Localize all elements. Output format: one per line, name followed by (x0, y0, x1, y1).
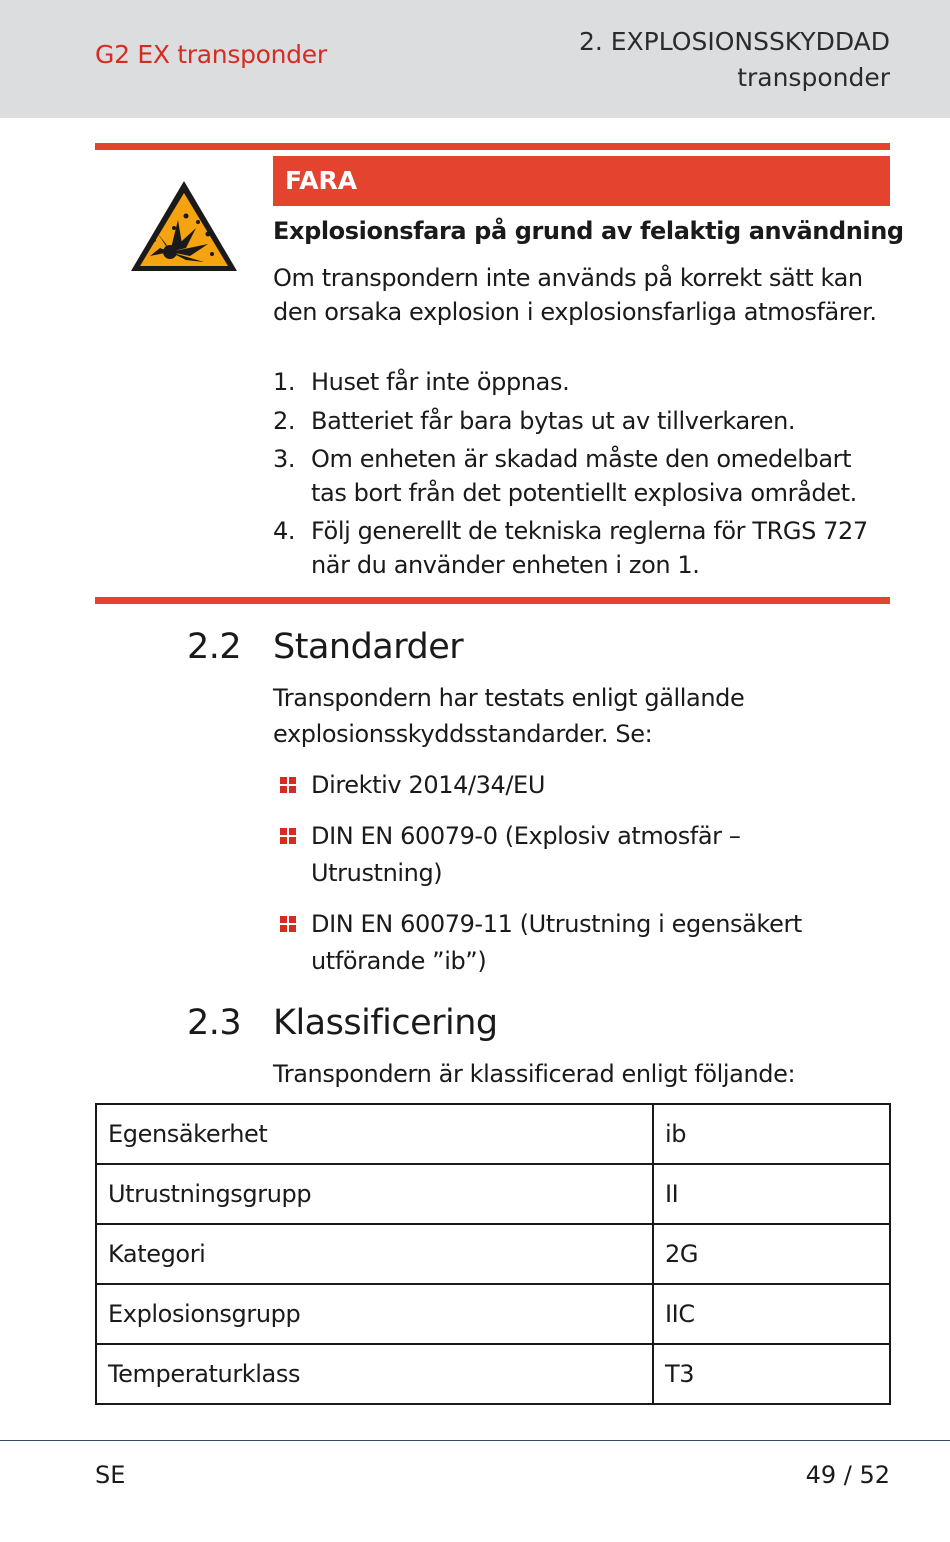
section-number: 2.3 (187, 1003, 242, 1043)
standards-list (273, 767, 873, 994)
table-cell-property: Utrustningsgrupp (96, 1164, 653, 1224)
table-row (96, 1164, 890, 1224)
bullet-icon (280, 777, 296, 793)
bullet-icon (280, 828, 296, 844)
list-item-text: DIN EN 60079-11 (Utrustning i egensäkert utförande ”ib”) (311, 910, 802, 975)
footer-rule (0, 1440, 950, 1441)
hazard-description: Om transpondern inte används på korrekt sätt kan den orsaka explosion i explosionsfarliga atmosfärer. (273, 264, 877, 326)
list-item-text: Direktiv 2014/34/EU (311, 771, 545, 799)
step-number: 2. (273, 406, 296, 435)
table-cell-property: Kategori (96, 1224, 653, 1284)
table-cell-value: 2G (653, 1224, 890, 1284)
danger-bottom-rule (95, 597, 890, 604)
table-cell-value: ib (653, 1104, 890, 1164)
classification-intro: Transpondern är klassificerad enligt följande: (273, 1060, 796, 1088)
step-text: Följ generellt de tekniska reglerna för TRGS 727 när du använder enheten i zon 1. (311, 517, 868, 579)
table-cell-value: T3 (653, 1344, 890, 1404)
hazard-step (273, 405, 888, 439)
table-row (96, 1344, 890, 1404)
page-header (0, 0, 950, 118)
table-cell-property: Temperaturklass (96, 1344, 653, 1404)
hazard-steps (273, 366, 888, 587)
section-number: 2.2 (187, 627, 242, 667)
standards-intro: Transpondern har testats enligt gällande explosionsskyddsstandarder. Se: (273, 684, 745, 748)
list-item (273, 767, 873, 804)
footer-language: SE (95, 1461, 126, 1489)
table-row (96, 1224, 890, 1284)
step-number: 3. (273, 445, 296, 473)
signal-word: FARA (285, 166, 358, 195)
list-item (273, 818, 873, 892)
step-text: Huset får inte öppnas. (311, 368, 570, 396)
hazard-step (273, 443, 888, 510)
step-text: Batteriet får bara bytas ut av tillverkaren. (311, 406, 796, 435)
section-title: Klassificering (273, 1003, 498, 1043)
hazard-step (273, 366, 888, 400)
hazard-title: Explosionsfara på grund av felaktig användning (273, 217, 904, 245)
step-number: 1. (273, 368, 296, 396)
table-row (96, 1284, 890, 1344)
table-row (96, 1104, 890, 1164)
chapter-title (579, 24, 890, 96)
hazard-step (273, 515, 888, 582)
step-number: 4. (273, 517, 296, 545)
danger-top-rule (95, 143, 890, 150)
table-cell-property: Egensäkerhet (96, 1104, 653, 1164)
page-number: 49 / 52 (805, 1461, 890, 1489)
section-title: Standarder (273, 627, 464, 667)
table-cell-value: IIC (653, 1284, 890, 1344)
explosion-warning-icon (128, 178, 240, 276)
table-cell-value: II (653, 1164, 890, 1224)
document-title: G2 EX transponder (95, 40, 327, 69)
chapter-title-line2: transponder (737, 63, 890, 92)
step-text: Om enheten är skadad måste den omedelbart tas bort från det potentiellt explosiva området. (311, 445, 857, 507)
chapter-title-line1: 2. EXPLOSIONSSKYDDAD (578, 27, 890, 56)
bullet-icon (280, 916, 296, 932)
table-cell-property: Explosionsgrupp (96, 1284, 653, 1344)
classification-table (95, 1103, 891, 1405)
list-item-text: DIN EN 60079-0 (Explosiv atmosfär – Utrustning) (311, 822, 741, 887)
danger-signal-bar (273, 156, 890, 206)
list-item (273, 906, 873, 980)
